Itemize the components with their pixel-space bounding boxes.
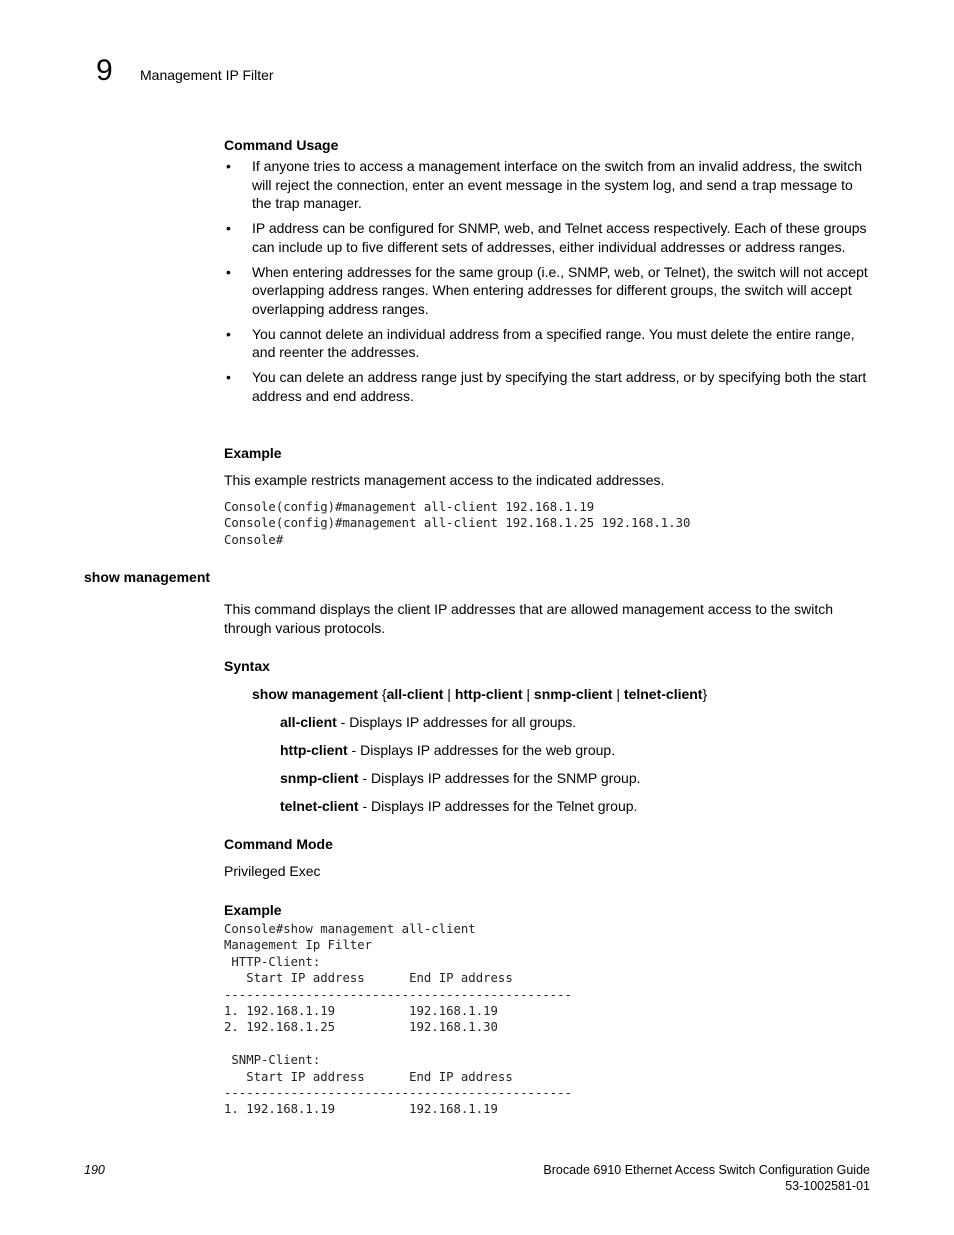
syntax-line bbox=[252, 685, 707, 703]
command-usage-list bbox=[224, 157, 874, 412]
doc-number: 53-1002581-01 bbox=[785, 1179, 870, 1193]
bullet-text: If anyone tries to access a management interface on the switch from an invalid address, the switch will reject the connection, enter an event message in the system log, and send a trap message to the trap manager. bbox=[252, 158, 863, 211]
syntax-separator: | bbox=[612, 686, 624, 702]
param-snmp-client bbox=[280, 769, 641, 787]
command-mode-heading: Command Mode bbox=[224, 836, 333, 852]
syntax-option-http: http-client bbox=[454, 686, 523, 702]
page-number: 190 bbox=[84, 1163, 105, 1177]
bullet-icon: • bbox=[226, 263, 231, 280]
syntax-separator: | bbox=[522, 686, 534, 702]
syntax-option-telnet: telnet-client bbox=[623, 686, 703, 702]
param-name: telnet-client bbox=[280, 798, 359, 814]
syntax-open-brace: { bbox=[378, 686, 387, 702]
param-desc: - Displays IP addresses for all groups. bbox=[336, 714, 577, 730]
example-heading: Example bbox=[224, 902, 282, 918]
param-all-client bbox=[280, 713, 576, 731]
param-http-client bbox=[280, 741, 615, 759]
syntax-close-brace: } bbox=[702, 686, 708, 702]
syntax-option-all: all-client bbox=[386, 686, 444, 702]
command-usage-heading: Command Usage bbox=[224, 137, 339, 153]
param-name: snmp-client bbox=[280, 770, 359, 786]
param-desc: - Displays IP addresses for the SNMP group. bbox=[358, 770, 641, 786]
bullet-text: IP address can be configured for SNMP, web, and Telnet access respectively. Each of these groups can include up to five different sets of addresses, either individual addresses or address ranges. bbox=[252, 220, 867, 255]
list-item bbox=[224, 325, 874, 362]
param-desc: - Displays IP addresses for the Telnet group. bbox=[358, 798, 638, 814]
bullet-text: You can delete an address range just by specifying the start address, or by specifying both the start address and end address. bbox=[252, 369, 867, 404]
list-item bbox=[224, 368, 874, 405]
param-desc: - Displays IP addresses for the web group. bbox=[347, 742, 616, 758]
section-description: This command displays the client IP addresses that are allowed management access to the switch through various protocols. bbox=[224, 601, 834, 636]
syntax-heading: Syntax bbox=[224, 658, 270, 674]
bullet-icon: • bbox=[226, 158, 231, 174]
syntax-separator: | bbox=[443, 686, 455, 702]
param-telnet-client bbox=[280, 797, 637, 815]
bullet-text: You cannot delete an individual address from a specified range. You must delete the entire range, and reenter the addresses. bbox=[252, 325, 855, 360]
bullet-icon: • bbox=[226, 369, 231, 385]
param-name: all-client bbox=[280, 714, 337, 730]
syntax-command: show management bbox=[252, 686, 379, 702]
guide-title: Brocade 6910 Ethernet Access Switch Configuration Guide bbox=[543, 1163, 870, 1177]
command-mode-value: Privileged Exec bbox=[224, 863, 321, 879]
example-code-block: Console(config)#management all-client 192.168.1.19 Console(config)#management all-client 192.168.1.25 192.168.1.30 Console# bbox=[224, 500, 691, 547]
syntax-option-snmp: snmp-client bbox=[533, 686, 613, 702]
chapter-number: 9 bbox=[96, 54, 113, 87]
example-heading: Example bbox=[224, 445, 282, 461]
bullet-text: When entering addresses for the same group (i.e., SNMP, web, or Telnet), the switch will not accept overlapping address ranges. When entering addresses for different groups, the switch will accept overlapping address ranges. bbox=[252, 263, 868, 317]
example-output-block: Console#show management all-client Management Ip Filter HTTP-Client: Start IP address End IP address ----------------------------------------------- 1. 192.168.1.19 192.168.1.19 2. 192.168.1.25 192.168.1.30 SNMP-Client: Start IP address End IP address ----------------------------------------------- 1. 192.168.1.19 192.168.1.19 bbox=[224, 922, 572, 1117]
bullet-icon: • bbox=[226, 220, 231, 236]
section-title: show management bbox=[84, 569, 211, 585]
list-item bbox=[224, 157, 874, 213]
chapter-title: Management IP Filter bbox=[140, 67, 274, 83]
list-item bbox=[224, 219, 874, 256]
param-name: http-client bbox=[280, 742, 348, 758]
bullet-icon: • bbox=[226, 325, 231, 342]
list-item bbox=[224, 263, 874, 319]
example-description: This example restricts management access to the indicated addresses. bbox=[224, 472, 665, 488]
